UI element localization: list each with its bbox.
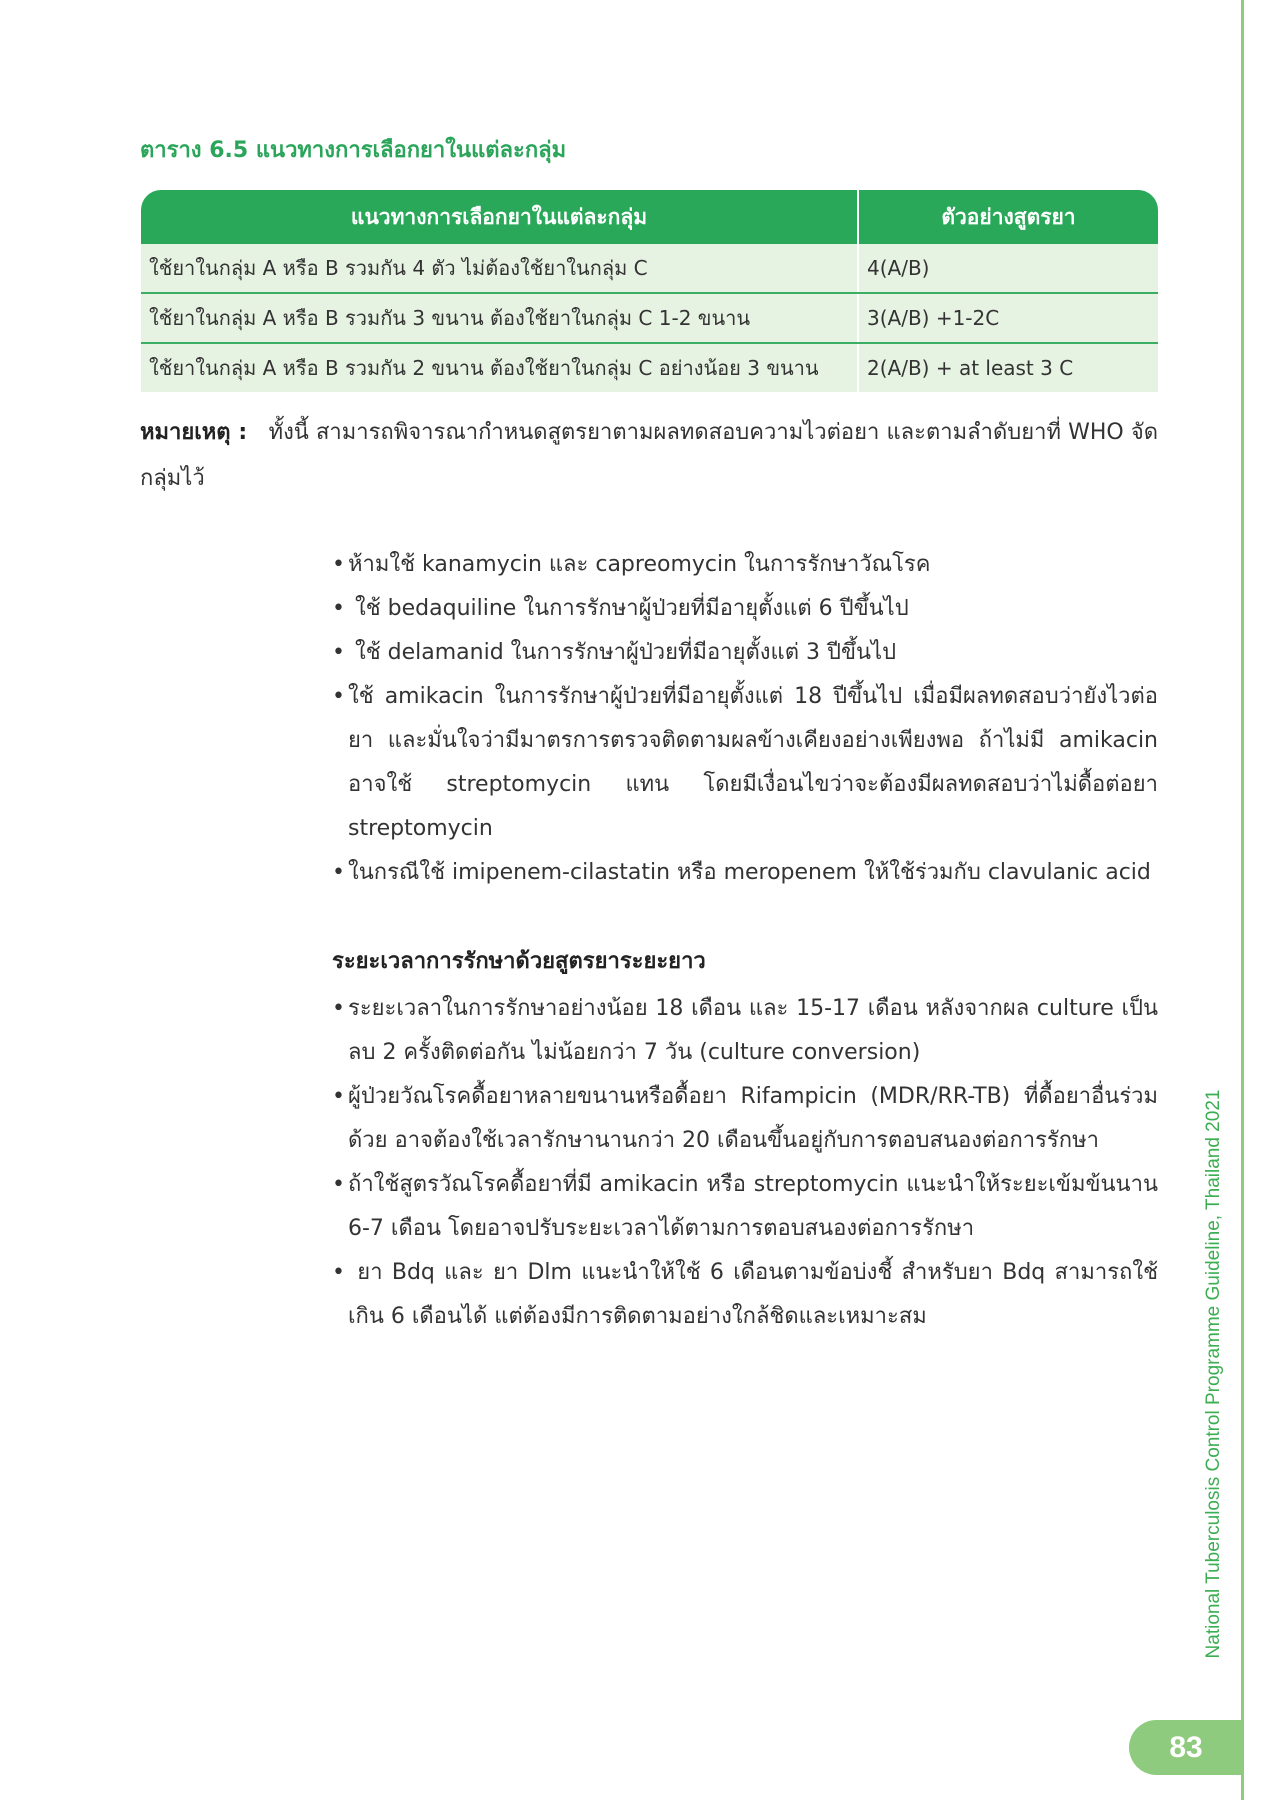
cell-guideline: ใช้ยาในกลุ่ม A หรือ B รวมกัน 2 ขนาน ต้องใช้ยาในกลุ่ม C อย่างน้อย 3 ขนาน bbox=[141, 343, 858, 392]
cell-guideline: ใช้ยาในกลุ่ม A หรือ B รวมกัน 3 ขนาน ต้องใช้ยาในกลุ่ม C 1-2 ขนาน bbox=[141, 293, 858, 343]
table-header-row bbox=[141, 190, 1158, 244]
drug-selection-table bbox=[141, 190, 1158, 392]
list-item: • ในกรณีใช้ imipenem-cilastatin หรือ meropenem ให้ใช้ร่วมกับ clavulanic acid bbox=[332, 851, 1158, 895]
cell-regimen: 3(A/B) +1-2C bbox=[858, 293, 1158, 343]
table-title: ตาราง 6.5 แนวทางการเลือกยาในแต่ละกลุ่ม bbox=[140, 138, 567, 163]
list-item: • ผู้ป่วยวัณโรคดื้อยาหลายขนานหรือดื้อยา Rifampicin (MDR/RR-TB) ที่ดื้อยาอื่นร่วมด้วย อาจต้องใช้เวลารักษานานกว่า 20 เดือนขึ้นอยู่กับการตอบสนองต่อการรักษา bbox=[332, 1075, 1158, 1163]
table-note bbox=[140, 410, 1158, 502]
cell-regimen: 4(A/B) bbox=[858, 244, 1158, 293]
table-row bbox=[141, 244, 1158, 293]
note-text: ทั้งนี้ สามารถพิจารณากำหนดสูตรยาตามผลทดสอบความไวต่อยา และตามลำดับยาที่ WHO จัดกลุ่มไว้ bbox=[140, 420, 1158, 491]
list-item: • ใช้ delamanid ในการรักษาผู้ป่วยที่มีอายุตั้งแต่ 3 ปีขึ้นไป bbox=[332, 631, 1158, 675]
section-heading: ระยะเวลาการรักษาด้วยสูตรยาระยะยาว bbox=[332, 949, 706, 974]
header-regimen: ตัวอย่างสูตรยา bbox=[858, 190, 1158, 244]
table-row bbox=[141, 343, 1158, 392]
cell-guideline: ใช้ยาในกลุ่ม A หรือ B รวมกัน 4 ตัว ไม่ต้องใช้ยาในกลุ่ม C bbox=[141, 244, 858, 293]
note-label: หมายเหตุ : bbox=[140, 420, 248, 445]
running-footer: National Tuberculosis Control Programme Guideline, Thailand 2021 bbox=[1203, 1089, 1224, 1659]
cell-regimen: 2(A/B) + at least 3 C bbox=[858, 343, 1158, 392]
table-row bbox=[141, 293, 1158, 343]
list-item: • ถ้าใช้สูตรวัณโรคดื้อยาที่มี amikacin หรือ streptomycin แนะนำให้ระยะเข้มข้นนาน 6-7 เดือน โดยอาจปรับระยะเวลาได้ตามการตอบสนองต่อการรักษา bbox=[332, 1163, 1158, 1251]
header-guideline: แนวทางการเลือกยาในแต่ละกลุ่ม bbox=[141, 190, 858, 244]
duration-list bbox=[332, 987, 1158, 1339]
list-item: • ใช้ amikacin ในการรักษาผู้ป่วยที่มีอายุตั้งแต่ 18 ปีขึ้นไป เมื่อมีผลทดสอบว่ายังไวต่อยา และมั่นใจว่ามีมาตรการตรวจติดตามผลข้างเคียงอย่างเพียงพอ ถ้าไม่มี amikacin อาจใช้ streptomycin แทน โดยมีเงื่อนไขว่าจะต้องมีผลทดสอบว่าไม่ดื้อต่อยา streptomycin bbox=[332, 675, 1158, 851]
list-item: • ระยะเวลาในการรักษาอย่างน้อย 18 เดือน และ 15-17 เดือน หลังจากผล culture เป็นลบ 2 ครั้งติดต่อกัน ไม่น้อยกว่า 7 วัน (culture conversion) bbox=[332, 987, 1158, 1075]
list-item: • ห้ามใช้ kanamycin และ capreomycin ในการรักษาวัณโรค bbox=[332, 543, 1158, 587]
page-number: 83 bbox=[1129, 1720, 1243, 1775]
margin-rule bbox=[1241, 0, 1244, 1800]
list-item: • ยา Bdq และ ยา Dlm แนะนำให้ใช้ 6 เดือนตามข้อบ่งชี้ สำหรับยา Bdq สามารถใช้เกิน 6 เดือนได้ แต่ต้องมีการติดตามอย่างใกล้ชิดและเหมาะสม bbox=[332, 1251, 1158, 1339]
drug-rules-list bbox=[332, 543, 1158, 895]
list-item: • ใช้ bedaquiline ในการรักษาผู้ป่วยที่มีอายุตั้งแต่ 6 ปีขึ้นไป bbox=[332, 587, 1158, 631]
